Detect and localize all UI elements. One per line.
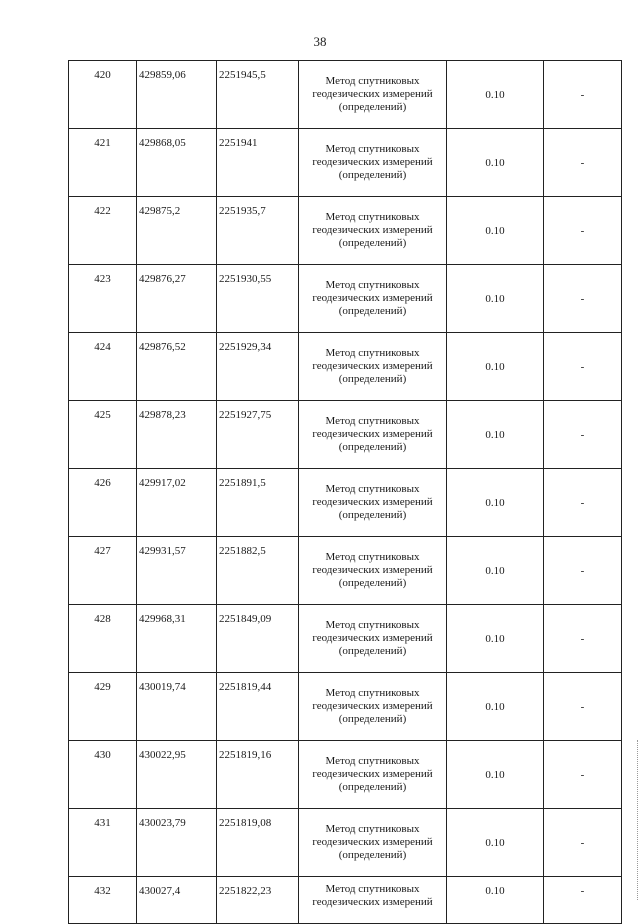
- point-number-cell: 420: [69, 61, 137, 129]
- method-line: геодезических измерений: [312, 156, 433, 168]
- method-line: геодезических измерений: [312, 768, 433, 780]
- table-row: [69, 877, 622, 924]
- x-coordinate-cell: 429859,06: [137, 61, 217, 129]
- method-line: (определений): [338, 645, 407, 657]
- y-coordinate-cell: 2251819,16: [217, 741, 299, 809]
- point-number-cell: 431: [69, 809, 137, 877]
- table-row: [69, 61, 622, 129]
- point-number-cell: 426: [69, 469, 137, 537]
- extra-cell: -: [544, 673, 622, 741]
- x-coordinate-cell: 430019,74: [137, 673, 217, 741]
- accuracy-cell: 0.10: [447, 61, 544, 129]
- method-line: геодезических измерений: [312, 564, 433, 576]
- point-number-cell: 428: [69, 605, 137, 673]
- extra-cell: -: [544, 333, 622, 401]
- y-coordinate-cell: 2251930,55: [217, 265, 299, 333]
- extra-cell: -: [544, 197, 622, 265]
- accuracy-cell: 0.10: [447, 401, 544, 469]
- point-number-cell: 421: [69, 129, 137, 197]
- extra-cell: -: [544, 401, 622, 469]
- extra-cell: -: [544, 809, 622, 877]
- scan-edge-mark: [635, 740, 638, 900]
- x-coordinate-cell: 429868,05: [137, 129, 217, 197]
- method-line: (определений): [338, 849, 407, 861]
- accuracy-cell: 0.10: [447, 333, 544, 401]
- accuracy-cell: 0.10: [447, 265, 544, 333]
- accuracy-cell: 0.10: [447, 605, 544, 673]
- method-line: Метод спутниковых: [325, 687, 420, 699]
- point-number-cell: 425: [69, 401, 137, 469]
- x-coordinate-cell: 429968,31: [137, 605, 217, 673]
- x-coordinate-cell: 429878,23: [137, 401, 217, 469]
- method-cell: [299, 605, 447, 673]
- method-cell: [299, 61, 447, 129]
- y-coordinate-cell: 2251822,23: [217, 877, 299, 924]
- table-row: [69, 537, 622, 605]
- y-coordinate-cell: 2251935,7: [217, 197, 299, 265]
- table-row: [69, 333, 622, 401]
- y-coordinate-cell: 2251891,5: [217, 469, 299, 537]
- point-number-cell: 430: [69, 741, 137, 809]
- method-line: (определений): [338, 713, 407, 725]
- x-coordinate-cell: 430023,79: [137, 809, 217, 877]
- extra-cell: -: [544, 469, 622, 537]
- accuracy-cell: 0.10: [447, 469, 544, 537]
- method-line: геодезических измерений: [312, 700, 433, 712]
- accuracy-cell: 0.10: [447, 877, 544, 924]
- point-number-cell: 432: [69, 877, 137, 924]
- method-line: (определений): [338, 441, 407, 453]
- x-coordinate-cell: 430027,4: [137, 877, 217, 924]
- method-line: (определений): [338, 169, 407, 181]
- y-coordinate-cell: 2251929,34: [217, 333, 299, 401]
- method-line: геодезических измерений: [312, 632, 433, 644]
- method-line: Метод спутниковых: [325, 347, 420, 359]
- table-row: [69, 197, 622, 265]
- table-row: [69, 129, 622, 197]
- method-line: Метод спутниковых: [325, 483, 420, 495]
- method-line: геодезических измерений: [312, 88, 433, 100]
- table-row: [69, 401, 622, 469]
- accuracy-cell: 0.10: [447, 673, 544, 741]
- method-line: (определений): [338, 101, 407, 113]
- accuracy-cell: 0.10: [447, 537, 544, 605]
- method-line: (определений): [338, 237, 407, 249]
- point-number-cell: 423: [69, 265, 137, 333]
- y-coordinate-cell: 2251945,5: [217, 61, 299, 129]
- table-row: [69, 673, 622, 741]
- y-coordinate-cell: 2251819,08: [217, 809, 299, 877]
- method-line: геодезических измерений: [312, 360, 433, 372]
- method-line: Метод спутниковых: [325, 551, 420, 563]
- method-line: Метод спутниковых: [325, 823, 420, 835]
- method-line: геодезических измерений: [312, 292, 433, 304]
- method-line: геодезических измерений: [312, 428, 433, 440]
- y-coordinate-cell: 2251941: [217, 129, 299, 197]
- page-number: 38: [313, 34, 327, 49]
- table-body: [69, 61, 622, 924]
- method-line: (определений): [338, 305, 407, 317]
- table-row: [69, 605, 622, 673]
- method-line: Метод спутниковых: [325, 75, 420, 87]
- x-coordinate-cell: 429917,02: [137, 469, 217, 537]
- x-coordinate-cell: 430022,95: [137, 741, 217, 809]
- method-line: геодезических измерений: [312, 896, 433, 908]
- method-line: Метод спутниковых: [325, 279, 420, 291]
- method-cell: [299, 265, 447, 333]
- table-row: [69, 469, 622, 537]
- method-cell: [299, 537, 447, 605]
- method-cell: [299, 333, 447, 401]
- y-coordinate-cell: 2251849,09: [217, 605, 299, 673]
- method-line: Метод спутниковых: [325, 211, 420, 223]
- table-row: [69, 809, 622, 877]
- extra-cell: -: [544, 537, 622, 605]
- method-cell: [299, 673, 447, 741]
- method-line: (определений): [338, 373, 407, 385]
- method-line: Метод спутниковых: [325, 883, 420, 895]
- method-cell: [299, 877, 447, 924]
- method-line: (определений): [338, 509, 407, 521]
- method-cell: [299, 469, 447, 537]
- method-line: Метод спутниковых: [325, 143, 420, 155]
- method-line: Метод спутниковых: [325, 755, 420, 767]
- y-coordinate-cell: 2251927,75: [217, 401, 299, 469]
- extra-cell: -: [544, 129, 622, 197]
- method-line: (определений): [338, 577, 407, 589]
- coordinates-table: [68, 60, 622, 924]
- accuracy-cell: 0.10: [447, 197, 544, 265]
- method-line: Метод спутниковых: [325, 415, 420, 427]
- extra-cell: -: [544, 61, 622, 129]
- extra-cell: -: [544, 741, 622, 809]
- method-line: геодезических измерений: [312, 836, 433, 848]
- x-coordinate-cell: 429875,2: [137, 197, 217, 265]
- y-coordinate-cell: 2251882,5: [217, 537, 299, 605]
- method-line: геодезических измерений: [312, 496, 433, 508]
- method-cell: [299, 129, 447, 197]
- table-row: [69, 265, 622, 333]
- point-number-cell: 424: [69, 333, 137, 401]
- accuracy-cell: 0.10: [447, 809, 544, 877]
- extra-cell: -: [544, 265, 622, 333]
- method-cell: [299, 809, 447, 877]
- table-row: [69, 741, 622, 809]
- method-cell: [299, 741, 447, 809]
- method-line: Метод спутниковых: [325, 619, 420, 631]
- method-cell: [299, 401, 447, 469]
- method-line: (определений): [338, 781, 407, 793]
- point-number-cell: 429: [69, 673, 137, 741]
- point-number-cell: 422: [69, 197, 137, 265]
- accuracy-cell: 0.10: [447, 129, 544, 197]
- extra-cell: -: [544, 605, 622, 673]
- x-coordinate-cell: 429876,27: [137, 265, 217, 333]
- method-line: геодезических измерений: [312, 224, 433, 236]
- x-coordinate-cell: 429876,52: [137, 333, 217, 401]
- extra-cell: -: [544, 877, 622, 924]
- x-coordinate-cell: 429931,57: [137, 537, 217, 605]
- point-number-cell: 427: [69, 537, 137, 605]
- y-coordinate-cell: 2251819,44: [217, 673, 299, 741]
- accuracy-cell: 0.10: [447, 741, 544, 809]
- method-cell: [299, 197, 447, 265]
